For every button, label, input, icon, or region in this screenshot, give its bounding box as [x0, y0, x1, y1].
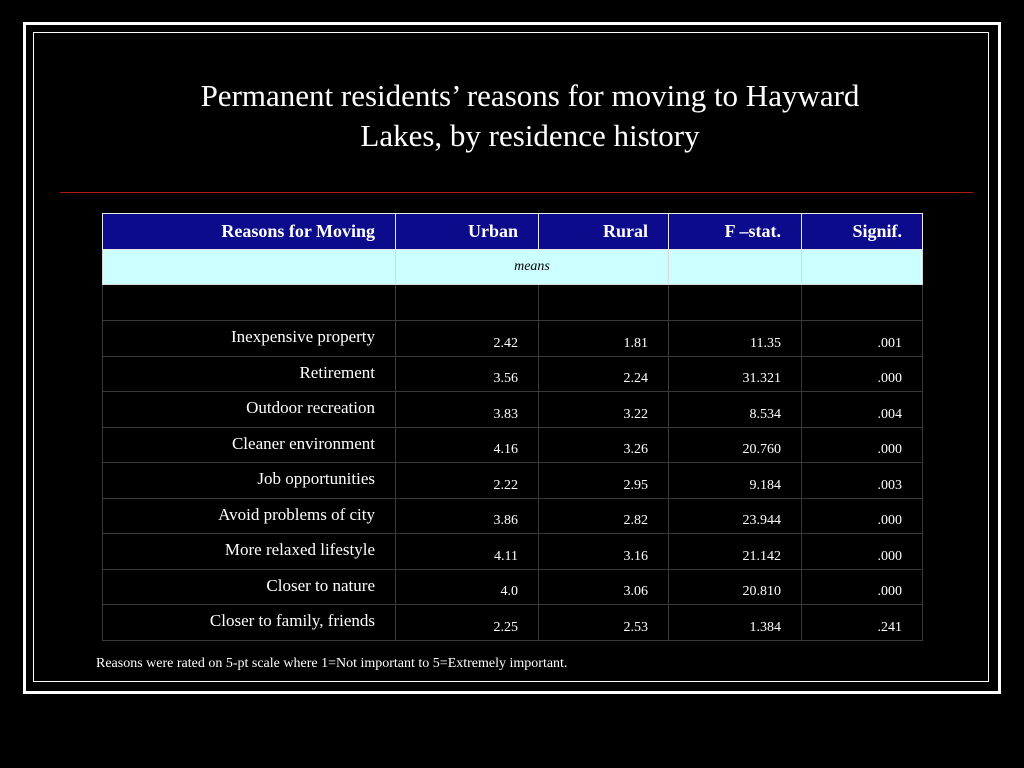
- reasons-table: [102, 213, 923, 641]
- slide-title-line-1: Permanent residents’ reasons for moving to Hayward: [200, 78, 860, 113]
- fstat-cell: 31.321: [669, 356, 802, 392]
- reason-cell: Closer to family, friends: [103, 605, 396, 641]
- fstat-cell: 8.534: [669, 392, 802, 428]
- signif-cell: .003: [802, 463, 923, 499]
- table-row: [103, 321, 923, 357]
- fstat-cell: 20.810: [669, 569, 802, 605]
- spacer-cell: [802, 285, 923, 321]
- rural-mean-cell: 2.53: [539, 605, 669, 641]
- fstat-cell: 1.384: [669, 605, 802, 641]
- header-reasons: Reasons for Moving: [103, 214, 396, 250]
- spacer-cell: [103, 285, 396, 321]
- reason-cell: Retirement: [103, 356, 396, 392]
- header-rural: Rural: [539, 214, 669, 250]
- urban-mean-cell: 2.42: [396, 321, 539, 357]
- reason-cell: Avoid problems of city: [103, 498, 396, 534]
- table-subheader-row: [103, 250, 923, 285]
- subheader-empty-cell: [802, 250, 923, 285]
- reason-cell: More relaxed lifestyle: [103, 534, 396, 570]
- signif-cell: .004: [802, 392, 923, 428]
- signif-cell: .000: [802, 534, 923, 570]
- table-row: [103, 534, 923, 570]
- urban-mean-cell: 3.83: [396, 392, 539, 428]
- urban-mean-cell: 4.16: [396, 427, 539, 463]
- slide-title-line-2: Lakes, by residence history: [360, 118, 700, 153]
- reason-cell: Closer to nature: [103, 569, 396, 605]
- spacer-cell: [539, 285, 669, 321]
- rural-mean-cell: 2.95: [539, 463, 669, 499]
- rural-mean-cell: 3.06: [539, 569, 669, 605]
- signif-cell: .000: [802, 427, 923, 463]
- urban-mean-cell: 3.86: [396, 498, 539, 534]
- slide-title: [100, 76, 960, 156]
- rural-mean-cell: 3.22: [539, 392, 669, 428]
- urban-mean-cell: 2.25: [396, 605, 539, 641]
- table-footnote: Reasons were rated on 5-pt scale where 1=Not important to 5=Extremely important.: [96, 656, 568, 671]
- signif-cell: .000: [802, 356, 923, 392]
- subheader-empty-cell: [103, 250, 396, 285]
- table-row: [103, 463, 923, 499]
- reason-cell: Job opportunities: [103, 463, 396, 499]
- reason-cell: Inexpensive property: [103, 321, 396, 357]
- table-row: [103, 356, 923, 392]
- fstat-cell: 21.142: [669, 534, 802, 570]
- subheader-means-label: means: [396, 250, 669, 285]
- rural-mean-cell: 2.24: [539, 356, 669, 392]
- header-fstat: F –stat.: [669, 214, 802, 250]
- rural-mean-cell: 2.82: [539, 498, 669, 534]
- urban-mean-cell: 4.11: [396, 534, 539, 570]
- rural-mean-cell: 3.26: [539, 427, 669, 463]
- urban-mean-cell: 4.0: [396, 569, 539, 605]
- table-row: [103, 569, 923, 605]
- header-urban: Urban: [396, 214, 539, 250]
- signif-cell: .000: [802, 569, 923, 605]
- fstat-cell: 9.184: [669, 463, 802, 499]
- rural-mean-cell: 3.16: [539, 534, 669, 570]
- fstat-cell: 11.35: [669, 321, 802, 357]
- table-spacer-row: [103, 285, 923, 321]
- table-row: [103, 392, 923, 428]
- signif-cell: .241: [802, 605, 923, 641]
- rural-mean-cell: 1.81: [539, 321, 669, 357]
- reason-cell: Outdoor recreation: [103, 392, 396, 428]
- fstat-cell: 20.760: [669, 427, 802, 463]
- table-header-row: [103, 214, 923, 250]
- table-row: [103, 498, 923, 534]
- urban-mean-cell: 2.22: [396, 463, 539, 499]
- signif-cell: .001: [802, 321, 923, 357]
- title-divider-rule: [60, 192, 973, 193]
- signif-cell: .000: [802, 498, 923, 534]
- header-signif: Signif.: [802, 214, 923, 250]
- table-row: [103, 427, 923, 463]
- urban-mean-cell: 3.56: [396, 356, 539, 392]
- spacer-cell: [396, 285, 539, 321]
- subheader-empty-cell: [669, 250, 802, 285]
- fstat-cell: 23.944: [669, 498, 802, 534]
- spacer-cell: [669, 285, 802, 321]
- reason-cell: Cleaner environment: [103, 427, 396, 463]
- table-row: [103, 605, 923, 641]
